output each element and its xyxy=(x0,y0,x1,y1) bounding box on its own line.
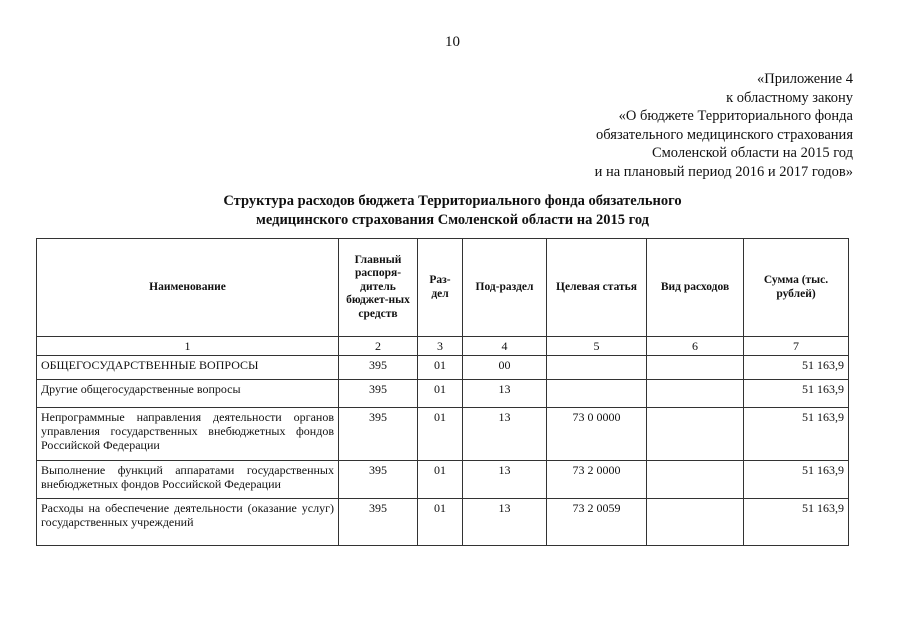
row-summa: 51 163,9 xyxy=(744,499,849,546)
row-statya: 73 2 0000 xyxy=(547,461,647,499)
table-row xyxy=(37,499,849,546)
row-name: Выполнение функций аппаратами государственных внебюджетных фондов Российской Федерации xyxy=(37,461,339,499)
appendix-line: и на плановый период 2016 и 2017 годов» xyxy=(594,163,853,180)
row-summa: 51 163,9 xyxy=(744,380,849,408)
row-name: Расходы на обеспечение деятельности (оказание услуг) государственных учреждений xyxy=(37,499,339,546)
appendix-line: Смоленской области на 2015 год xyxy=(651,145,853,161)
page-number: 10 xyxy=(445,34,460,50)
header-razdel: Раз-дел xyxy=(418,239,463,337)
row-podrazdel: 13 xyxy=(463,499,547,546)
row-statya: 73 2 0059 xyxy=(547,499,647,546)
table-row xyxy=(37,461,849,499)
row-razdel: 01 xyxy=(418,380,463,408)
row-summa: 51 163,9 xyxy=(744,461,849,499)
row-podrazdel: 13 xyxy=(463,380,547,408)
row-podrazdel: 13 xyxy=(463,461,547,499)
row-summa: 51 163,9 xyxy=(744,408,849,461)
header-name: Наименование xyxy=(37,239,339,337)
column-number: 3 xyxy=(418,337,463,356)
budget-table xyxy=(36,238,849,546)
document-title-line: Структура расходов бюджета Территориального фонда обязательного xyxy=(223,193,682,209)
appendix-block xyxy=(595,70,853,181)
row-name: Другие общегосударственные вопросы xyxy=(37,380,339,408)
row-name: Непрограммные направления деятельности органов управления государственных внебюджетных фондов Российской Федерации xyxy=(37,408,339,461)
column-number: 6 xyxy=(647,337,744,356)
row-vid xyxy=(647,356,744,380)
header-summa: Сумма (тыс. рублей) xyxy=(744,239,849,337)
column-number: 2 xyxy=(339,337,418,356)
row-vid xyxy=(647,461,744,499)
row-summa: 51 163,9 xyxy=(744,356,849,380)
appendix-line: обязательного медицинского страхования xyxy=(596,126,853,143)
row-name: ОБЩЕГОСУДАРСТВЕННЫЕ ВОПРОСЫ xyxy=(37,356,339,380)
row-vid xyxy=(647,380,744,408)
row-podrazdel: 13 xyxy=(463,408,547,461)
row-razdel: 01 xyxy=(418,356,463,380)
row-grbs: 395 xyxy=(339,461,418,499)
table-header-row xyxy=(37,239,849,337)
row-statya xyxy=(547,356,647,380)
row-grbs: 395 xyxy=(339,499,418,546)
document-title-line: медицинского страхования Смоленской области на 2015 год xyxy=(256,212,649,228)
row-razdel: 01 xyxy=(418,499,463,546)
row-grbs: 395 xyxy=(339,356,418,380)
column-number: 5 xyxy=(547,337,647,356)
row-razdel: 01 xyxy=(418,461,463,499)
column-number-row xyxy=(37,337,849,356)
row-grbs: 395 xyxy=(339,380,418,408)
appendix-line: «О бюджете Территориального фонда xyxy=(618,108,853,124)
row-podrazdel: 00 xyxy=(463,356,547,380)
row-vid xyxy=(647,408,744,461)
table-row xyxy=(37,408,849,461)
appendix-line: к областному закону xyxy=(726,89,853,106)
column-number: 4 xyxy=(463,337,547,356)
row-grbs: 395 xyxy=(339,408,418,461)
column-number: 1 xyxy=(37,337,339,356)
document-title xyxy=(0,192,905,230)
header-podrazdel: Под-раздел xyxy=(463,239,547,337)
appendix-line: «Приложение 4 xyxy=(757,71,853,87)
column-number: 7 xyxy=(744,337,849,356)
table-row xyxy=(37,380,849,408)
row-vid xyxy=(647,499,744,546)
header-vid: Вид расходов xyxy=(647,239,744,337)
row-statya xyxy=(547,380,647,408)
row-razdel: 01 xyxy=(418,408,463,461)
header-grbs: Главный распоря-дитель бюджет-ных средств xyxy=(339,239,418,337)
header-statya: Целевая статья xyxy=(547,239,647,337)
table-row xyxy=(37,356,849,380)
row-statya: 73 0 0000 xyxy=(547,408,647,461)
